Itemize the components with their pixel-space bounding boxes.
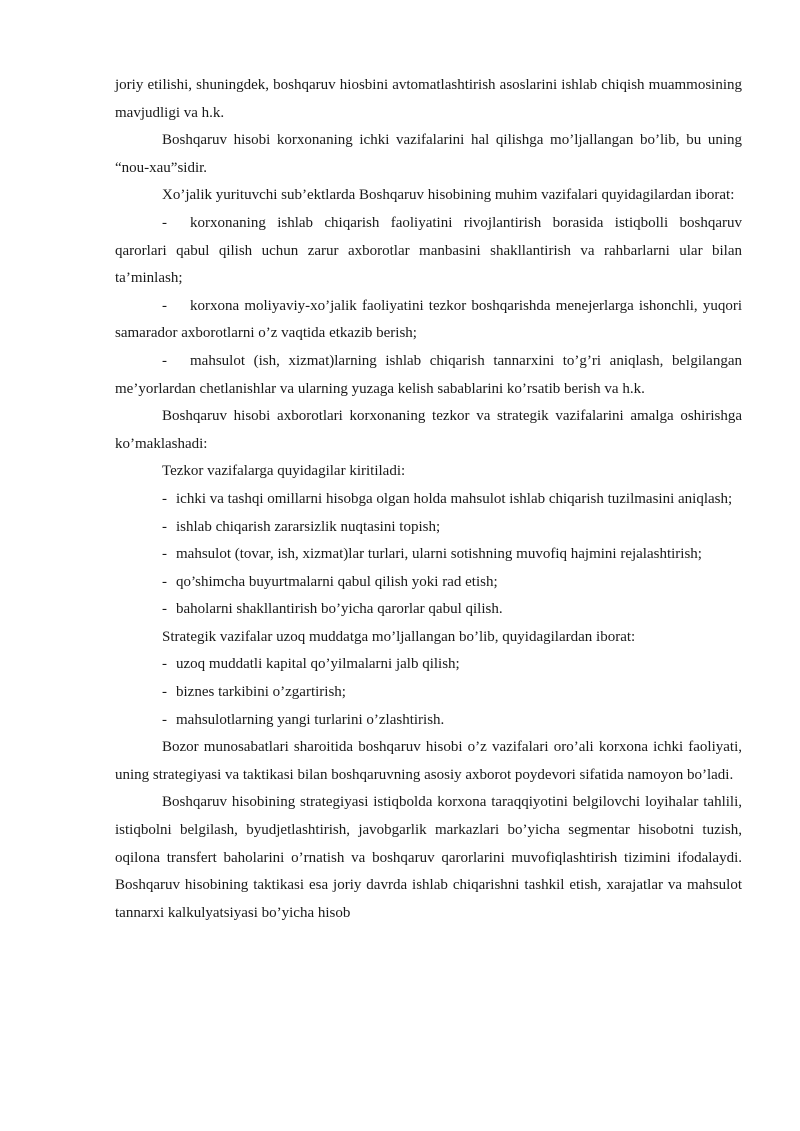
dash-bullet: - (162, 711, 167, 728)
dash-bullet: - (162, 684, 167, 701)
dash-bullet: - (162, 214, 167, 231)
list-item-text: biznes tarkibini o’zgartirish; (176, 684, 346, 701)
dash-bullet: - (162, 601, 167, 618)
dash-bullet: - (162, 297, 167, 314)
list-item-text: qo’shimcha buyurtmalarni qabul qilish yoki rad etish; (176, 573, 498, 590)
list-item (115, 293, 742, 348)
dash-bullet: - (162, 352, 167, 369)
paragraph: Xo’jalik yurituvchi sub’ektlarda Boshqaruv hisobining muhim vazifalari quyidagilardan iborat: (162, 187, 735, 204)
list-item-text: mahsulot (ish, xizmat)larning ishlab chiqarish tannarxini to’g’ri aniqlash, belgilangan me’yorlardan chetlanishlar va ularning yuzaga kelish sabablarini ko’rsatib berish va h.k. (115, 352, 742, 397)
list-item (115, 596, 742, 624)
list-item-text: korxonaning ishlab chiqarish faoliyatini rivojlantirish borasida istiqbolli boshqaruv qarorlari qabul qilish uchun zarur axborotlar manbasini shakllantirish va rahbarlarni ular bilan ta’minlash; (115, 214, 742, 287)
paragraph: Boshqaruv hisobi korxonaning ichki vazifalarini hal qilishga mo’ljallangan bo’lib, bu uning “nou-xau”sidir. (115, 132, 742, 176)
list-item (115, 651, 742, 679)
paragraph: Strategik vazifalar uzoq muddatga mo’ljallangan bo’lib, quyidagilardan iborat: (162, 628, 636, 645)
paragraph: Boshqaruv hisobi axborotlari korxonaning tezkor va strategik vazifalarini amalga oshirishga ko’maklashadi: (115, 408, 742, 452)
dash-bullet: - (162, 546, 167, 563)
list-item (115, 707, 742, 735)
dash-bullet: - (162, 490, 167, 507)
list-item-text: korxona moliyaviy-xo’jalik faoliyatini tezkor boshqarishda menejerlarga ishonchli, yuqori samarador axborotlarni o’z vaqtida etkazib berish; (115, 297, 742, 342)
list-item-text: uzoq muddatli kapital qo’yilmalarni jalb qilish; (176, 656, 460, 673)
list-item-text: baholarni shakllantirish bo’yicha qarorlar qabul qilish. (176, 601, 503, 618)
list-item (115, 210, 742, 293)
dash-bullet: - (162, 518, 167, 535)
paragraph: Boshqaruv hisobining strategiyasi istiqbolda korxona taraqqiyotini belgilovchi loyihalar tahlili, istiqbolni belgilash, byudjetlashtirish, javobgarlik markazlari bo’yicha segmentar hisobotni tuzish, oqilona transfert baholarini o’rnatish va boshqaruv qarorlarini muvofiqlashtirish tizimini ifodalaydi. Boshqaruv hisobining taktikasi esa joriy davrda ishlab chiqarishni tashkil etish, xarajatlar va mahsulot tannarxi kalkulyatsiyasi bo’yicha hisob (115, 794, 742, 921)
paragraph: joriy etilishi, shuningdek, boshqaruv hiosbini avtomatlashtirish asoslarini ishlab chiqish muammosining mavjudligi va h.k. (115, 77, 742, 121)
paragraph: Tezkor vazifalarga quyidagilar kiritiladi: (162, 463, 406, 480)
list-item (115, 486, 742, 514)
paragraph: Bozor munosabatlari sharoitida boshqaruv hisobi o’z vazifalari oro’ali korxona ichki faoliyati, uning strategiyasi va taktikasi bilan boshqaruvning asosiy axborot poydevori sifatida namoyon bo’ladi. (115, 739, 742, 783)
dash-bullet: - (162, 656, 167, 673)
list-item-text: mahsulotlarning yangi turlarini o’zlashtirish. (176, 711, 445, 728)
document-page (115, 72, 742, 927)
list-item (115, 679, 742, 707)
list-item-text: mahsulot (tovar, ish, xizmat)lar turlari, ularni sotishning muvofiq hajmini rejalashtirish; (176, 546, 702, 563)
list-item-text: ichki va tashqi omillarni hisobga olgan holda mahsulot ishlab chiqarish tuzilmasini aniqlash; (176, 490, 733, 507)
dash-bullet: - (162, 573, 167, 590)
list-item (115, 514, 742, 542)
list-item (115, 541, 742, 569)
list-item-text: ishlab chiqarish zararsizlik nuqtasini topish; (176, 518, 441, 535)
list-item (115, 348, 742, 403)
list-item (115, 569, 742, 597)
